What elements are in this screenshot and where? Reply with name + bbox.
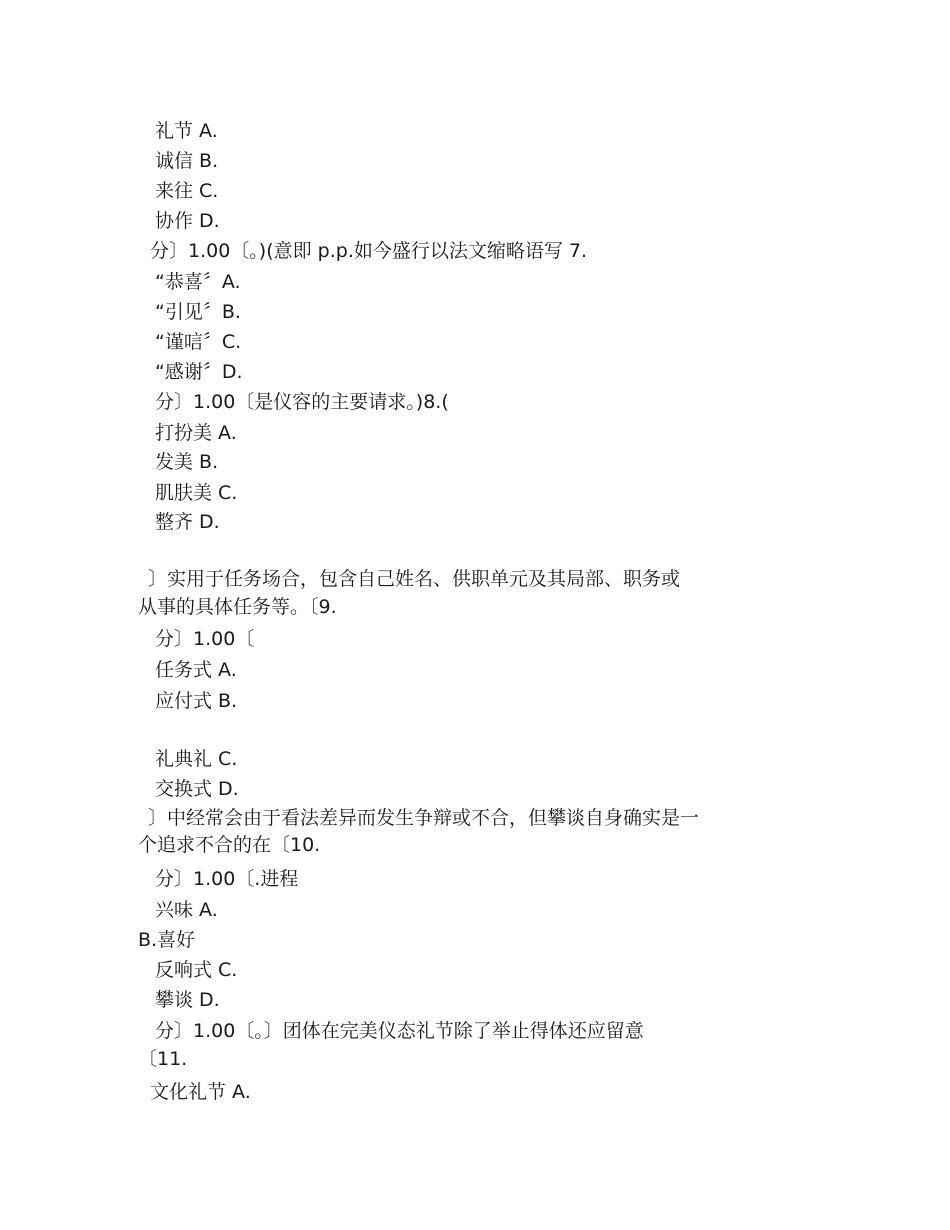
option-line: 应付式 B.	[155, 690, 238, 712]
option-line: 文化礼节 A.	[150, 1081, 251, 1103]
option-line: 礼节 A.	[155, 120, 218, 142]
option-line: “引见〞B.	[155, 301, 241, 323]
option-line: 诚信 B.	[155, 150, 219, 172]
question-line: 从事的具体任务等。〔9.	[138, 596, 337, 618]
option-line: 反响式 C.	[155, 959, 238, 981]
option-line: 整齐 D.	[155, 511, 220, 533]
option-line: 任务式 A.	[155, 659, 237, 681]
option-line: 来往 C.	[155, 180, 219, 202]
question-line: 分〕1.00〔.进程	[155, 868, 299, 890]
question-line: 个追求不合的在〔10.	[138, 834, 321, 856]
option-line: “感谢〞D.	[155, 361, 243, 383]
question-line: 〕实用于任务场合，包含自己姓名、供职单元及其局部、职务或	[148, 568, 681, 590]
option-line: 兴味 A.	[155, 899, 218, 921]
option-line: 发美 B.	[155, 451, 219, 473]
question-line: 〔11.	[138, 1048, 188, 1070]
question-line: 分〕1.00〔是仪容的主要请求。)8.(	[155, 391, 449, 413]
question-line: 分〕1.00〔。〕团体在完美仪态礼节除了举止得体还应留意	[155, 1020, 644, 1042]
question-line: 分〕1.00〔。)(意即 p.p.如今盛行以法文缩略语写 7.	[150, 240, 588, 262]
option-line: 肌肤美 C.	[155, 482, 238, 504]
option-line: 礼典礼 C.	[155, 748, 238, 770]
option-line: 交换式 D.	[155, 778, 239, 800]
option-line: 协作 D.	[155, 210, 220, 232]
option-line: B.喜好	[138, 929, 196, 951]
question-line: 〕中经常会由于看法差异而发生争辩或不合，但攀谈自身确实是一	[148, 807, 700, 829]
option-line: 攀谈 D.	[155, 989, 220, 1011]
question-line: 分〕1.00〔	[155, 628, 255, 650]
option-line: “恭喜〞A.	[155, 271, 241, 293]
option-line: “谨唁〞C.	[155, 331, 242, 353]
option-line: 打扮美 A.	[155, 422, 237, 444]
